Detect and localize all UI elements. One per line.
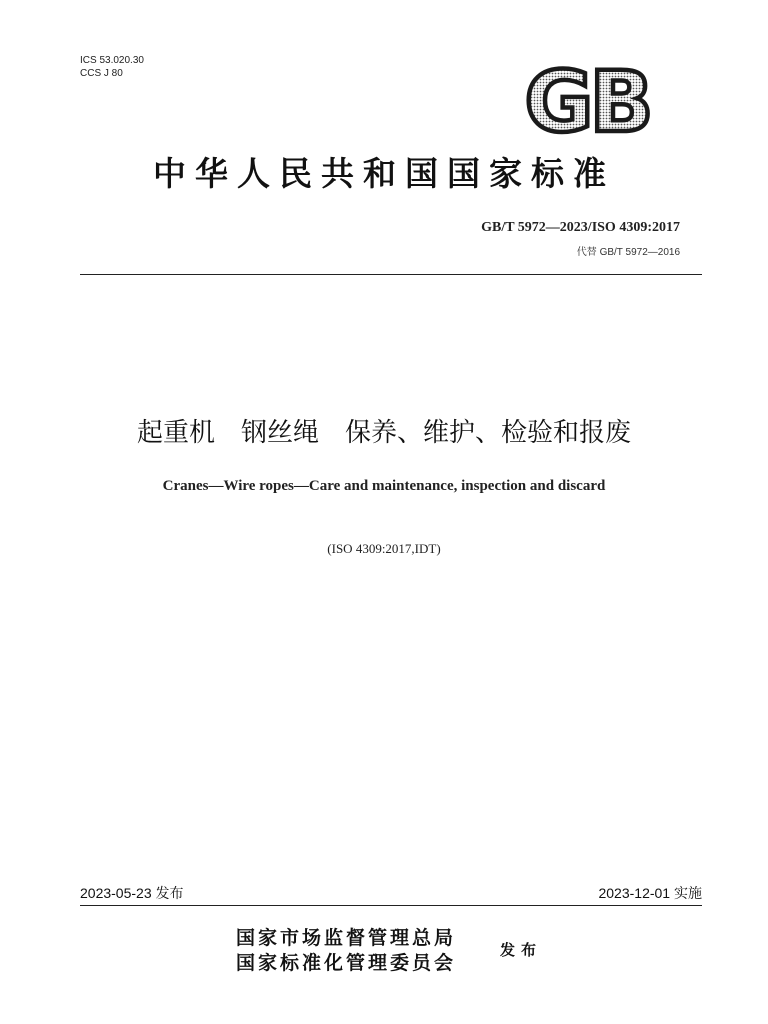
ics-code: ICS 53.020.30 <box>80 55 144 66</box>
national-standard-title: 中华人民共和国国家标准 <box>153 154 615 193</box>
issuer-samr: 国家市场监督管理总局 <box>236 927 457 949</box>
top-divider <box>80 274 702 275</box>
iso-reference: (ISO 4309:2017,IDT) <box>327 541 441 556</box>
publish-label: 发布 <box>500 941 543 959</box>
english-title: Cranes—Wire ropes—Care and maintenance, inspection and discard <box>162 478 606 494</box>
issue-date: 2023-05-23 发布 <box>80 885 184 901</box>
ccs-code: CCS J 80 <box>80 68 123 79</box>
gb-logo <box>512 63 662 140</box>
replaces-standard: 代替 GB/T 5972—2016 <box>576 247 680 258</box>
issuer-sac: 国家标准化管理委员会 <box>236 952 457 974</box>
classification-codes <box>80 54 144 80</box>
issuing-authorities <box>236 926 456 976</box>
gb-logo-text: GB <box>524 63 650 140</box>
implementation-date: 2023-12-01 实施 <box>598 885 702 901</box>
chinese-title: 起重机 钢丝绳 保养、维护、检验和报废 <box>136 418 631 448</box>
bottom-divider <box>80 905 702 906</box>
standard-number: GB/T 5972—2023/ISO 4309:2017 <box>481 220 680 235</box>
